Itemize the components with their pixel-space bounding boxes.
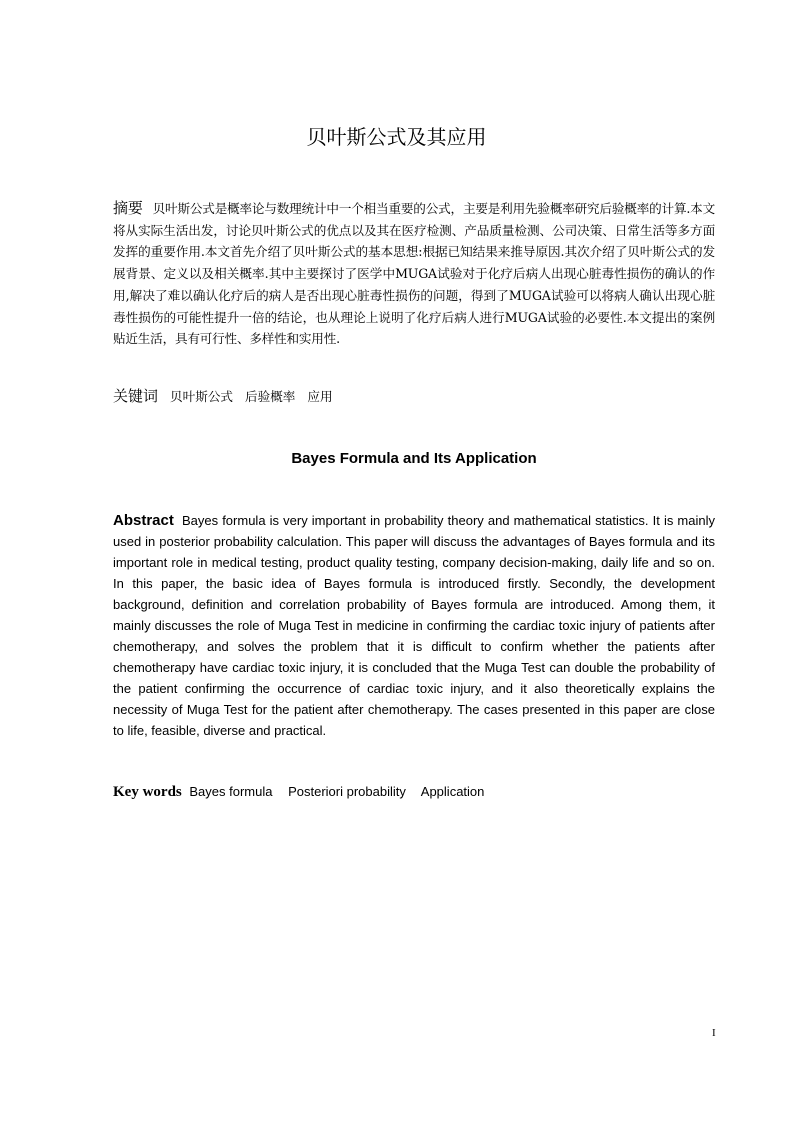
english-keyword: Bayes formula — [189, 784, 273, 799]
english-keyword: Posteriori probability — [288, 784, 406, 799]
english-title: Bayes Formula and Its Application — [291, 450, 537, 467]
chinese-keyword: 贝叶斯公式 — [170, 389, 233, 404]
chinese-title: 贝叶斯公式及其应用 — [306, 125, 487, 149]
chinese-keyword: 应用 — [307, 389, 333, 404]
english-keyword: Application — [420, 784, 485, 799]
chinese-abstract — [113, 198, 715, 350]
english-abstract — [113, 510, 715, 741]
chinese-keywords — [113, 385, 715, 408]
english-abstract-label: Abstract — [113, 512, 174, 529]
english-keywords — [113, 781, 715, 803]
chinese-abstract-label: 摘要 — [113, 199, 143, 217]
chinese-keyword: 后验概率 — [245, 389, 296, 404]
chinese-abstract-text: 贝叶斯公式是概率论与数理统计中一个相当重要的公式，主要是利用先验概率研究后验概率的计算.本文将从实际生活出发，讨论贝叶斯公式的优点以及其在医疗检测、产品质量检测、公司决策、日常生活等多方面发挥的重要作用.本文首先介绍了贝叶斯公式的基本思想:根据已知结果来推导原因.其次介绍了贝叶斯公式的发展背景、定义以及相关概率.其中主要探讨了医学中MUGA试验对于化疗后病人出现心脏毒性损伤的确认的作用,解决了难以确认化疗后的病人是否出现心脏毒性损伤的问题，得到了MUGA试验可以将病人确认出现心脏毒性损伤的可能性提升一倍的结论，也从理论上说明了化疗后病人进行MUGA试验的必要性.本文提出的案例贴近生活，具有可行性、多样性和实用性. — [113, 201, 715, 347]
english-keywords-label: Key words — [113, 784, 182, 800]
chinese-keywords-label: 关键词 — [113, 387, 159, 405]
english-abstract-text: Bayes formula is very important in probability theory and mathematical statistics. It is mainly used in posterior probability calculation. This paper will discuss the advantages of Bayes formula and its important role in medical testing, product quality testing, company decision-making, daily life and so on. In this paper, the basic idea of Bayes formula is introduced firstly. Secondly, the development background, definition and correlation probability of Bayes formula are introduced. Among them, it mainly discusses the role of Muga Test in medicine in confirming the cardiac toxic injury of patients after chemotherapy, and solves the problem that it is difficult to confirm whether the patients after chemotherapy have cardiac toxic injury, it is concluded that the Muga Test can double the probability of the patient confirming the occurrence of cardiac toxic injury, and it also theoretically explains the necessity of Muga Test for the patient after chemotherapy. The cases presented in this paper are close to life, feasible, diverse and practical. — [113, 513, 715, 738]
page-number: I — [712, 1027, 716, 1039]
